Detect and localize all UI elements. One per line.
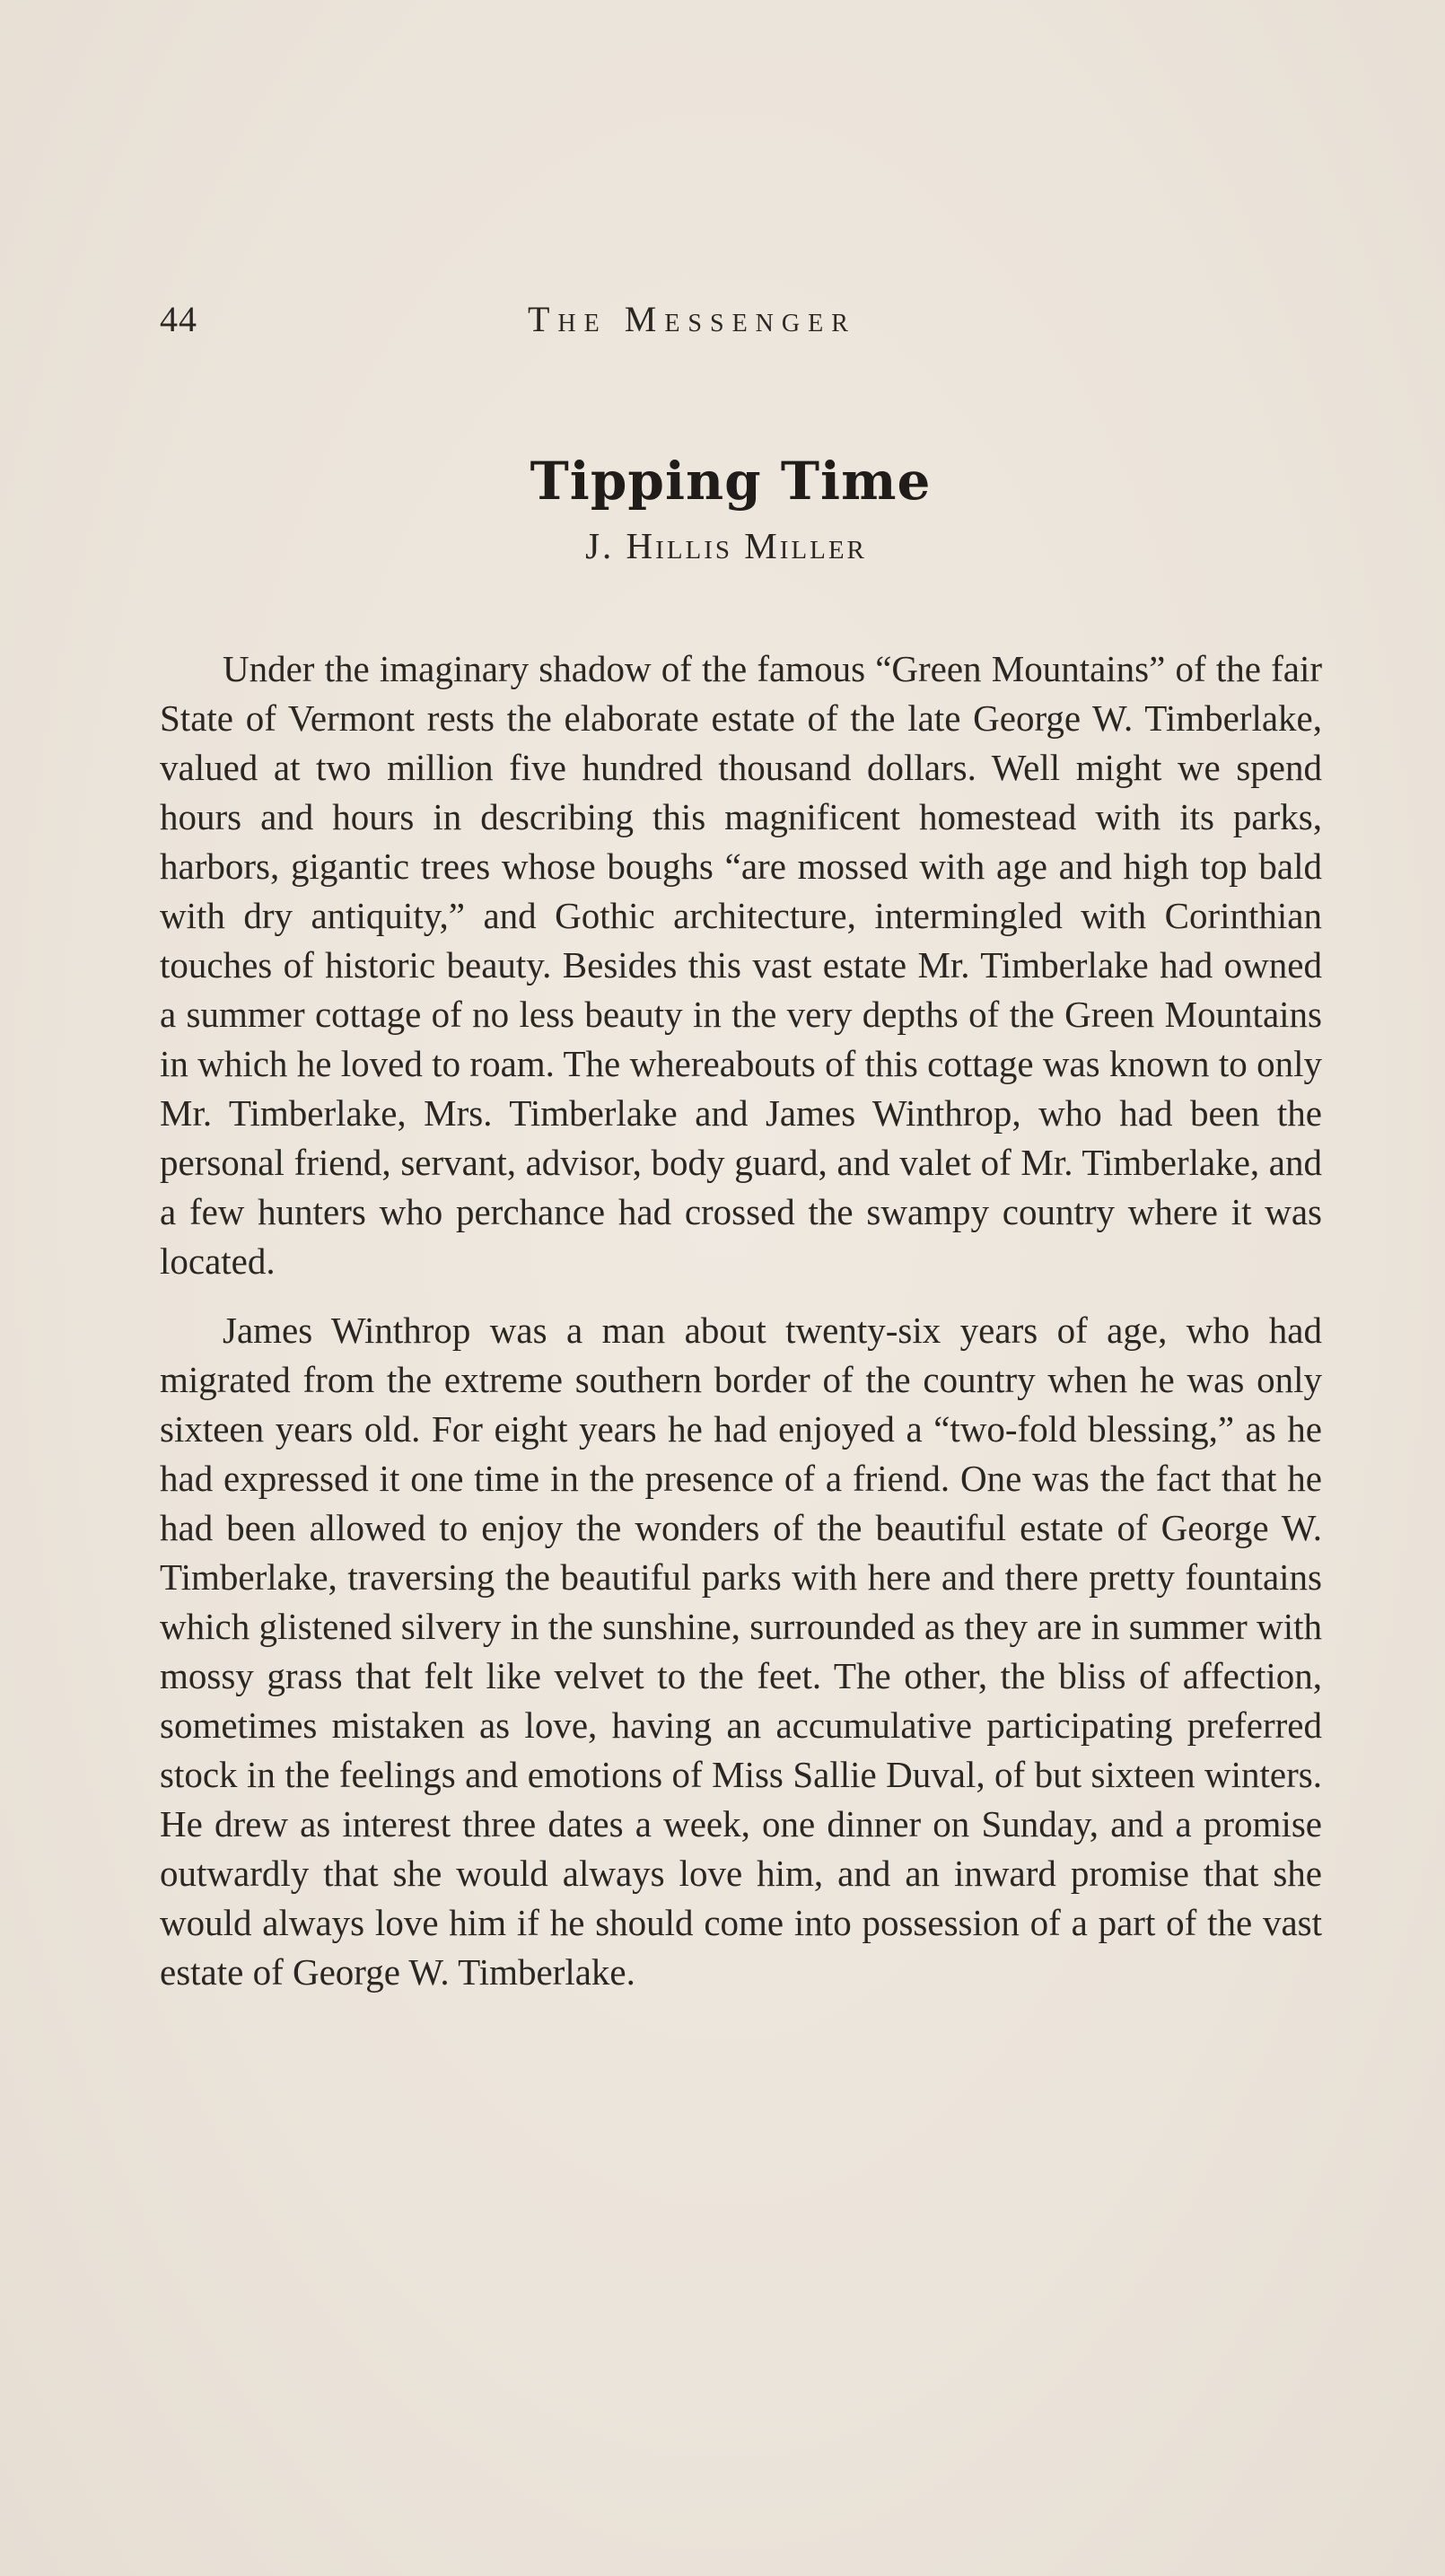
page-number: 44 [160,299,197,339]
paragraph: Under the imaginary shadow of the famous “Green Mountains” of the fair State of Vermont rests the elaborate estate of the late George W. Timberlake, valued at two million five hundred thousand dollars. Well might we spend hours and hours in describing this magnificent homestead with its parks, harbors, gigantic trees whose boughs “are mossed with age and high top bald with dry antiquity,” and Gothic architecture, intermingled with Corinthian touches of historic beauty. Besides this vast estate Mr. Timberlake had owned a summer cottage of no less beauty in the very depths of the Green Mountains in which he loved to roam. The whereabouts of this cottage was known to only Mr. Timberlake, Mrs. Timberlake and James Winthrop, who had been the personal friend, servant, advisor, body guard, and valet of Mr. Timberlake, and a few hunters who perchance had crossed the swampy country where it was located. [160,648,1322,1282]
running-head [160,294,1327,345]
article-title: Tipping Time [530,451,932,512]
article-heading [0,443,1445,573]
journal-title: The Messenger [528,299,856,339]
article-author: J. Hillis Miller [585,525,867,566]
paragraph: James Winthrop was a man about twenty-six years of age, who had migrated from the extreme southern border of the country when he was only sixteen years old. For eight years he had enjoyed a “two-fold blessing,” as he had expressed it one time in the presence of a friend. One was the fact that he had been allowed to enjoy the wonders of the beautiful estate of George W. Timberlake, traversing the beautiful parks with here and there pretty fountains which glistened silvery in the sunshine, surrounded as they are in summer with mossy grass that felt like velvet to the feet. The other, the bliss of affection, sometimes mistaken as love, having an accumulative participating preferred stock in the feelings and emotions of Miss Sallie Duval, of but sixteen winters. He drew as interest three dates a week, one dinner on Sunday, and a promise outwardly that she would always love him, and an inward promise that she would always love him if he should come into possession of a part of the vast estate of George W. Timberlake. [160,1310,1322,1993]
article-body [160,644,1322,2017]
